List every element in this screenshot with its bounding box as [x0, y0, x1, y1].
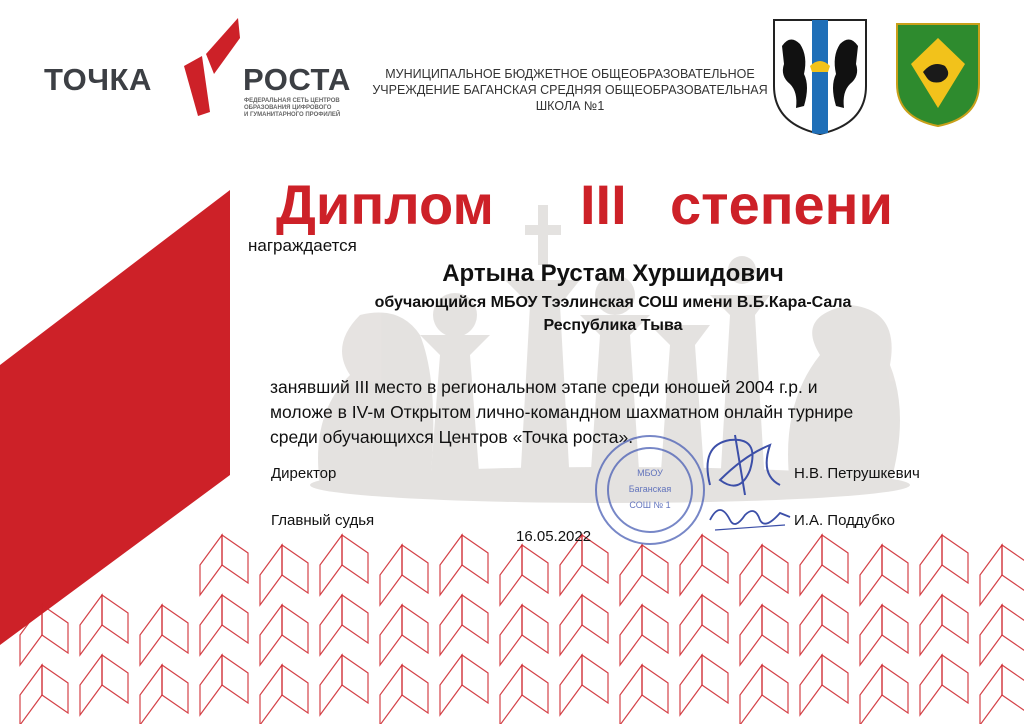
recipient-organization: обучающийся МБОУ Тээлинская СОШ имени В.Б.Кара-Сала: [374, 294, 852, 311]
school-name-line: МУНИЦИПАЛЬНОЕ БЮДЖЕТНОЕ ОБЩЕОБРАЗОВАТЕЛЬНОЕ: [385, 67, 755, 81]
judge-name: И.А. Поддубко: [794, 512, 895, 529]
logo-wordmark-left: ТОЧКА: [44, 62, 152, 97]
stamp-text-line: МБОУ: [637, 468, 663, 478]
director-label: Директор: [271, 465, 337, 482]
decorative-pattern: [0, 515, 1024, 724]
recipient-name: Артына Рустам Хуршидович: [442, 260, 784, 287]
title-word-degree: степени: [670, 173, 893, 236]
logo-subtitle-line: ОБРАЗОВАНИЯ ЦИФРОВОГО: [244, 105, 332, 111]
novosibirsk-oblast-coat-of-arms-icon: [770, 16, 870, 136]
stamp-text-line: СОШ № 1: [629, 500, 671, 510]
diploma-title: [270, 170, 950, 240]
title-word-diploma: Диплом: [276, 173, 494, 236]
bagan-district-coat-of-arms-icon: [893, 20, 983, 130]
achievement-line: моложе в IV-м Открытом лично-командном шахматном онлайн турнире: [270, 402, 854, 422]
logo-subtitle-line: И ГУМАНИТАРНОГО ПРОФИЛЕЙ: [244, 112, 341, 118]
achievement-line: занявший III место в региональном этапе среди юношей 2004 г.р. и: [270, 377, 818, 397]
logo-wordmark-right: РОСТА: [243, 62, 351, 97]
achievement-line: среди обучающихся Центров «Точка роста».: [270, 427, 634, 447]
recipient-region: Республика Тыва: [543, 317, 683, 334]
judge-signature: [705, 495, 795, 540]
diploma-date: 16.05.2022: [516, 528, 592, 545]
judge-label: Главный судья: [271, 512, 375, 529]
tochka-rosta-tick-icon: [180, 16, 244, 116]
title-degree: III: [580, 173, 627, 236]
awarded-label: награждается: [248, 236, 357, 255]
school-name: [372, 66, 768, 114]
stamp-text-line: Баганская: [628, 484, 672, 494]
logo-subtitle: [244, 98, 384, 119]
director-signature: [690, 425, 790, 505]
school-name-line: ШКОЛА №1: [535, 99, 605, 113]
director-name: Н.В. Петрушкевич: [794, 465, 920, 482]
school-name-line: УЧРЕЖДЕНИЕ БАГАНСКАЯ СРЕДНЯЯ ОБЩЕОБРАЗОВАТЕЛЬНАЯ: [372, 83, 768, 97]
logo-subtitle-line: ФЕДЕРАЛЬНАЯ СЕТЬ ЦЕНТРОВ: [244, 98, 340, 104]
